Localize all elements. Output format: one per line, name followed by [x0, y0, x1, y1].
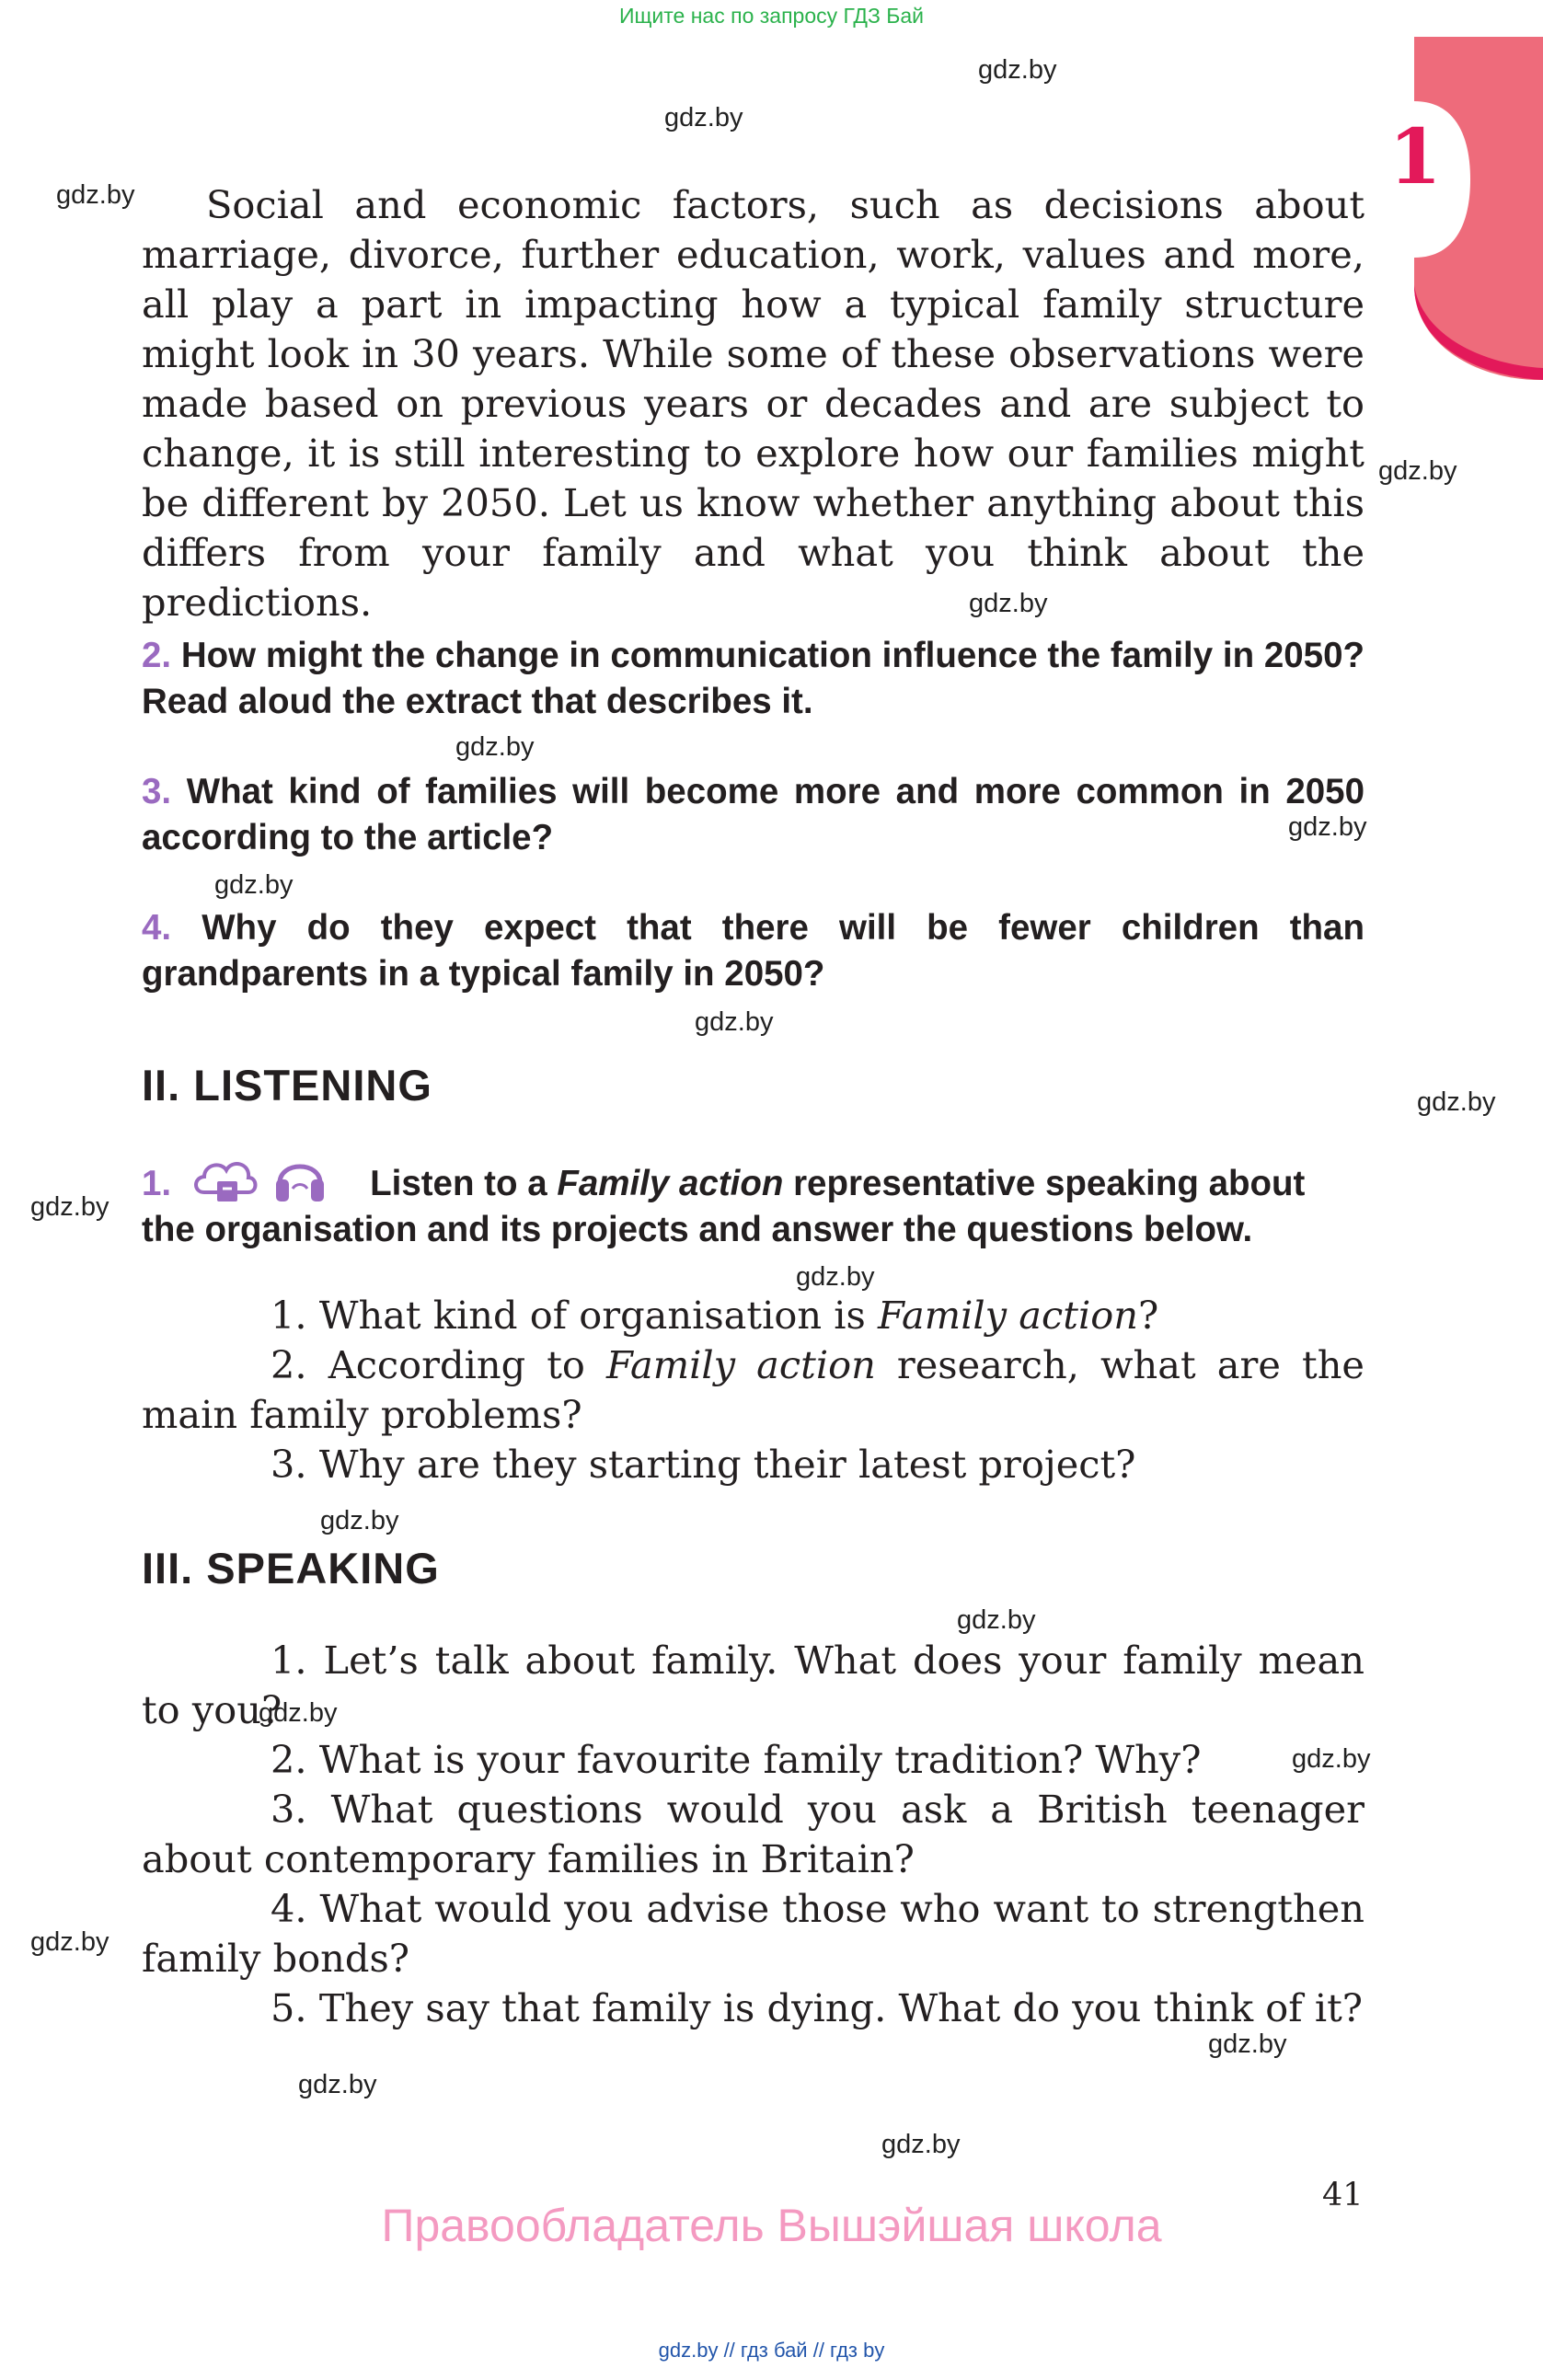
- list-item: [142, 1983, 1365, 2033]
- watermark: gdz.by: [1378, 456, 1457, 486]
- watermark: gdz.by: [214, 870, 294, 900]
- list-item: [142, 1291, 1365, 1340]
- watermark: gdz.by: [30, 1927, 109, 1957]
- watermark: gdz.by: [259, 1698, 338, 1728]
- watermark: gdz.by: [320, 1506, 399, 1535]
- question-text: What kind of families will become more and more common in 2050 according to the article?: [142, 772, 1365, 857]
- watermark: gdz.by: [455, 732, 535, 762]
- question-number: 4.: [142, 908, 172, 948]
- watermark: gdz.by: [1417, 1087, 1496, 1117]
- list-item: [142, 1785, 1365, 1884]
- item-number: 4.: [271, 1886, 307, 1931]
- watermark: gdz.by: [664, 103, 743, 132]
- list-item: [142, 1735, 1365, 1785]
- watermark: gdz.by: [957, 1605, 1036, 1635]
- item-number: 3.: [271, 1787, 307, 1832]
- list-item: [142, 1636, 1365, 1735]
- question-2: [142, 633, 1365, 725]
- item-text: What would you advise those who want to strengthen family bonds?: [142, 1886, 1365, 1981]
- item-number: 1.: [271, 1638, 307, 1683]
- watermark: gdz.by: [978, 55, 1057, 85]
- item-number: 1.: [271, 1293, 307, 1338]
- item-number: 2.: [271, 1737, 307, 1782]
- page-number: 41: [1322, 2177, 1364, 2213]
- item-text: ?: [1137, 1293, 1159, 1338]
- top-banner: Ищите нас по запросу ГДЗ Бай: [618, 4, 925, 28]
- speaking-questions: [142, 1636, 1365, 2033]
- list-item: [142, 1884, 1365, 1983]
- footer-links[interactable]: gdz.by // гдз бай // гдз by: [658, 2339, 885, 2362]
- listening-questions: [142, 1291, 1365, 1489]
- watermark: gdz.by: [1288, 812, 1367, 842]
- item-number: 2.: [271, 1342, 307, 1387]
- paragraph-text: Social and economic factors, such as decisions about marriage, divorce, further education, work, values and more, all play a part in impacting how a typical family structure might look in 30 years. While some of these observations were made based on previous years or decades and are subject to change, it is still interesting to explore how our families might be different by 2050. Let us know whether anything about this differs from your family and what you think about the predictions.: [142, 182, 1365, 625]
- task-number: 1.: [142, 1164, 172, 1203]
- watermark: gdz.by: [695, 1007, 774, 1037]
- item-text: They say that family is dying. What do you think of it?: [318, 1985, 1364, 2030]
- question-4: [142, 905, 1365, 997]
- question-text: How might the change in communication influence the family in 2050? Read aloud the extract that describes it.: [142, 636, 1365, 721]
- headphones-icon: [272, 1148, 328, 1205]
- item-text: What kind of organisation is: [318, 1293, 879, 1338]
- watermark: gdz.by: [1292, 1744, 1371, 1774]
- list-item: [142, 1440, 1365, 1489]
- list-item: [142, 1340, 1365, 1440]
- item-text: What is your favourite family tradition? Why?: [318, 1737, 1202, 1782]
- watermark: gdz.by: [30, 1192, 109, 1222]
- chapter-number: 1: [1388, 113, 1442, 201]
- item-text: research, what are the main family problems?: [142, 1342, 1365, 1437]
- item-number: 5.: [271, 1985, 307, 2030]
- question-number: 2.: [142, 636, 172, 675]
- watermark: gdz.by: [969, 589, 1048, 618]
- item-text: What questions would you ask a British teenager about contemporary families in Britain?: [142, 1787, 1365, 1881]
- item-text: Why are they starting their latest project?: [318, 1442, 1136, 1487]
- task-text-italic: Family action: [557, 1164, 784, 1203]
- question-text: Why do they expect that there will be fewer children than grandparents in a typical family in 2050?: [142, 908, 1365, 994]
- speaking-heading: III. SPEAKING: [142, 1544, 440, 1592]
- watermark: gdz.by: [1208, 2029, 1287, 2059]
- watermark: gdz.by: [56, 180, 135, 210]
- task-text-b: representative speaking about the organisation and its projects and answer the questions below.: [142, 1164, 1306, 1249]
- question-number: 3.: [142, 772, 172, 811]
- item-number: 3.: [271, 1442, 307, 1487]
- watermark: gdz.by: [881, 2130, 961, 2159]
- item-text: According to: [328, 1342, 606, 1387]
- copyright-footer: Правообладатель Вышэйшая школа: [381, 2200, 1162, 2251]
- watermark: gdz.by: [298, 2070, 377, 2099]
- question-3: [142, 769, 1365, 861]
- article-paragraph: [142, 180, 1365, 627]
- item-italic: Family action: [606, 1342, 876, 1387]
- task-text-a: Listen to a: [370, 1164, 558, 1203]
- item-italic: Family action: [878, 1293, 1138, 1338]
- listening-heading: II. LISTENING: [142, 1061, 432, 1110]
- watermark: gdz.by: [796, 1262, 875, 1292]
- item-text: Let’s talk about family. What does your family mean to you?: [142, 1638, 1365, 1732]
